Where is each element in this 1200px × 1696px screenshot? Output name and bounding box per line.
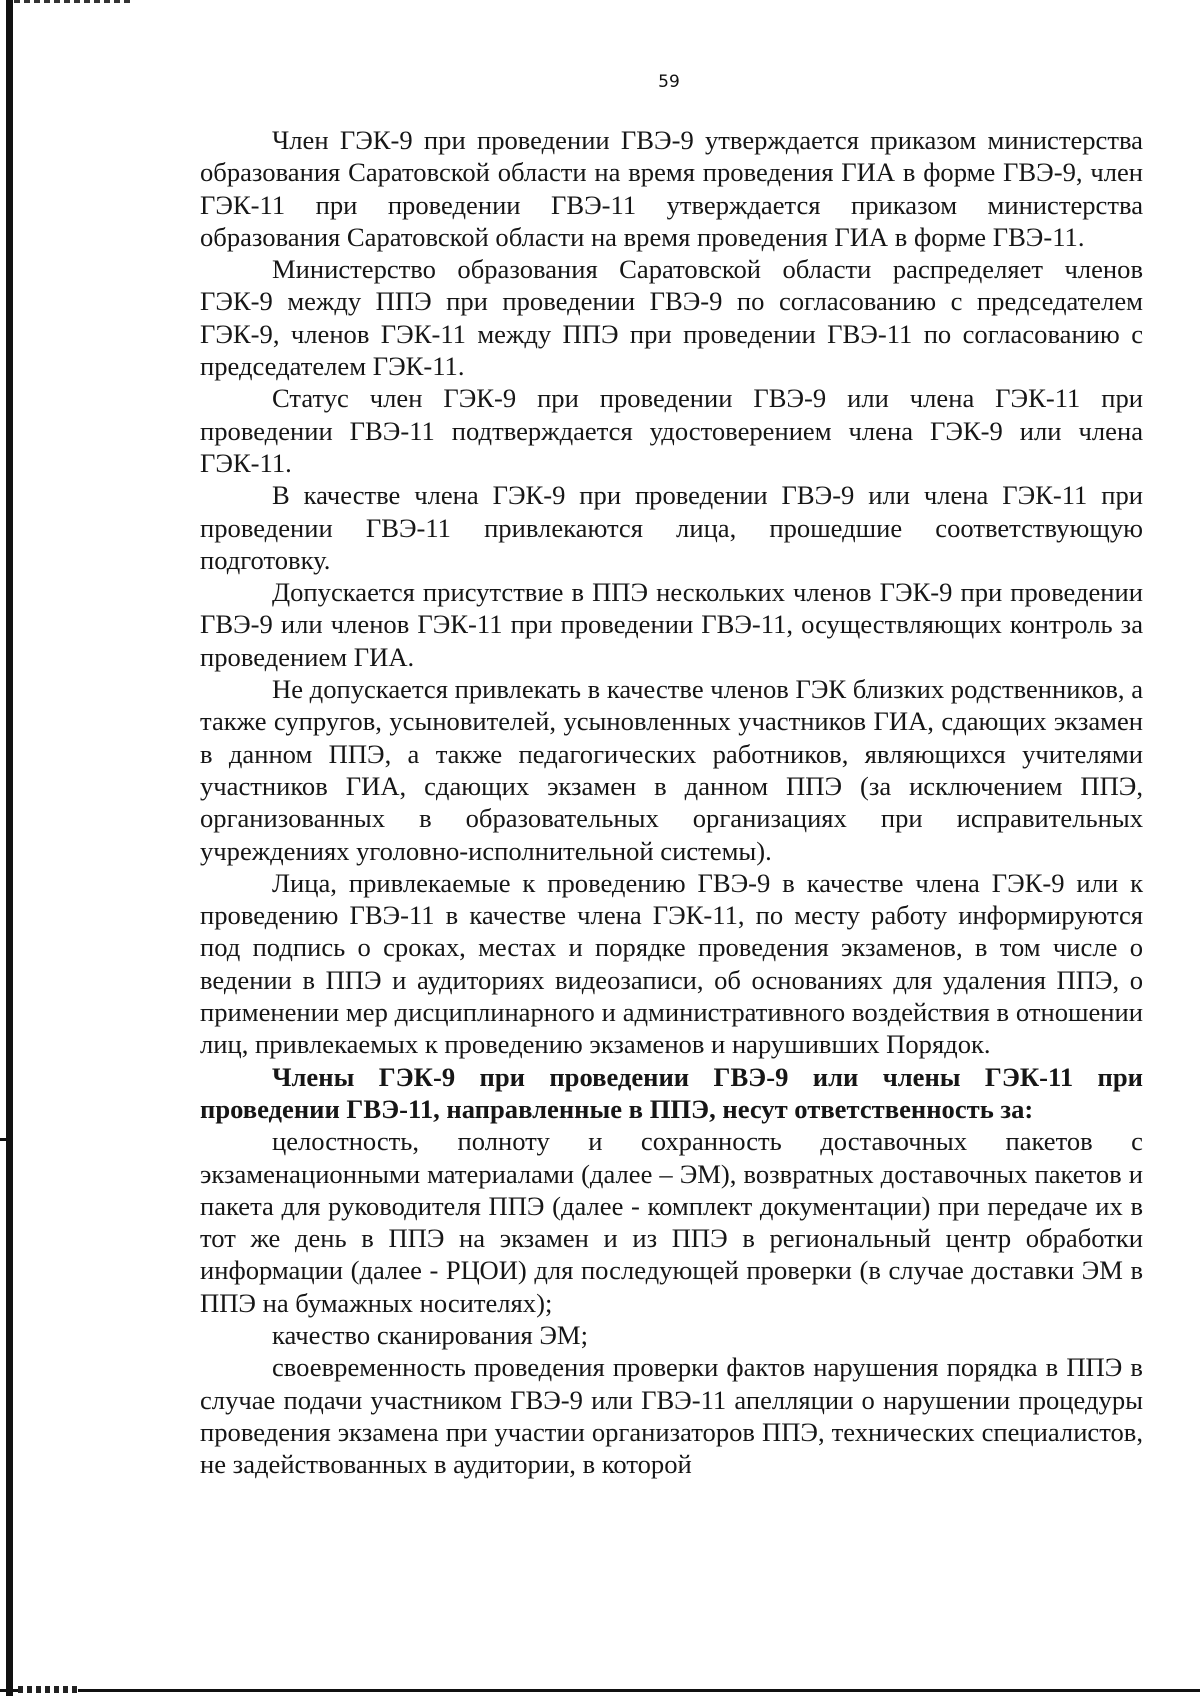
paragraph: Министерство образования Саратовской области распределяет членов ГЭК-9 между ППЭ при проведении ГВЭ-9 по согласованию с председателем ГЭК-9, членов ГЭК-11 между ППЭ при проведении ГВЭ-11 по согласованию с председателем ГЭК-11. [200, 254, 1143, 382]
paragraph: Статус член ГЭК-9 при проведении ГВЭ-9 или члена ГЭК-11 при проведении ГВЭ-11 подтверждается удостоверением члена ГЭК-9 или члена ГЭК-11. [200, 383, 1143, 478]
section-heading: Члены ГЭК-9 при проведении ГВЭ-9 или члены ГЭК-11 при проведении ГВЭ-11, направленные в ППЭ, несут ответственность за: [200, 1061, 1143, 1124]
page-number: 59 [658, 72, 680, 92]
scan-top-artifact [14, 0, 134, 3]
responsibility-item: качество сканирования ЭМ; [272, 1319, 588, 1350]
body-text [200, 124, 1143, 1480]
scan-bottom-gap-artifact [18, 1686, 78, 1693]
paragraph: Лица, привлекаемые к проведению ГВЭ-9 в качестве члена ГЭК-9 или к проведению ГВЭ-11 в качестве члена ГЭК-11, по месту работу информируются под подпись о сроках, местах и порядке проведения экзаменов, в том числе о ведении в ППЭ и аудиториях видеозаписи, об основаниях для удаления ППЭ, о применении мер дисциплинарного и административного воздействия в отношении лиц, привлекаемых к проведению экзаменов и нарушивших Порядок. [200, 867, 1143, 1060]
responsibility-item: своевременность проведения проверки фактов нарушения порядка в ППЭ в случае подачи участником ГВЭ-9 или ГВЭ-11 апелляции о нарушении процедуры проведения экзамена при участии организаторов ППЭ, технических специалистов, не задействованных в аудитории, в которой [200, 1352, 1143, 1480]
scan-edge-artifact [6, 0, 13, 1696]
paragraph: Член ГЭК-9 при проведении ГВЭ-9 утверждается приказом министерства образования Саратовской области на время проведения ГИА в форме ГВЭ-9, член ГЭК-11 при проведении ГВЭ-11 утверждается приказом министерства образования Саратовской области на время проведения ГИА в форме ГВЭ-11. [200, 125, 1143, 252]
scan-bottom-artifact [0, 1689, 1200, 1692]
paragraph: Допускается присутствие в ППЭ нескольких членов ГЭК-9 при проведении ГВЭ-9 или членов ГЭК-11 при проведении ГВЭ-11, осуществляющих контроль за проведением ГИА. [200, 577, 1143, 672]
paragraph: В качестве члена ГЭК-9 при проведении ГВЭ-9 или члена ГЭК-11 при проведении ГВЭ-11 привлекаются лица, прошедшие соответствующую подготовку. [200, 480, 1143, 575]
scan-tick-artifact [0, 1138, 6, 1141]
responsibility-item: целостность, полноту и сохранность доставочных пакетов с экзаменационными материалами (далее – ЭМ), возвратных доставочных пакетов и пакета для руководителя ППЭ (далее - комплект документации) при передаче их в тот же день в ППЭ на экзамен и из ППЭ в региональный центр обработки информации (далее - РЦОИ) для последующей проверки (в случае доставки ЭМ в ППЭ на бумажных носителях); [200, 1126, 1143, 1318]
paragraph: Не допускается привлекать в качестве членов ГЭК близких родственников, а также супругов, усыновителей, усыновленных участников ГИА, сдающих экзамен в данном ППЭ, а также педагогических работников, являющихся учителями участников ГИА, сдающих экзамен в данном ППЭ (за исключением ППЭ, организованных в образовательных организациях при исправительных учреждениях уголовно-исполнительной системы). [200, 674, 1143, 866]
